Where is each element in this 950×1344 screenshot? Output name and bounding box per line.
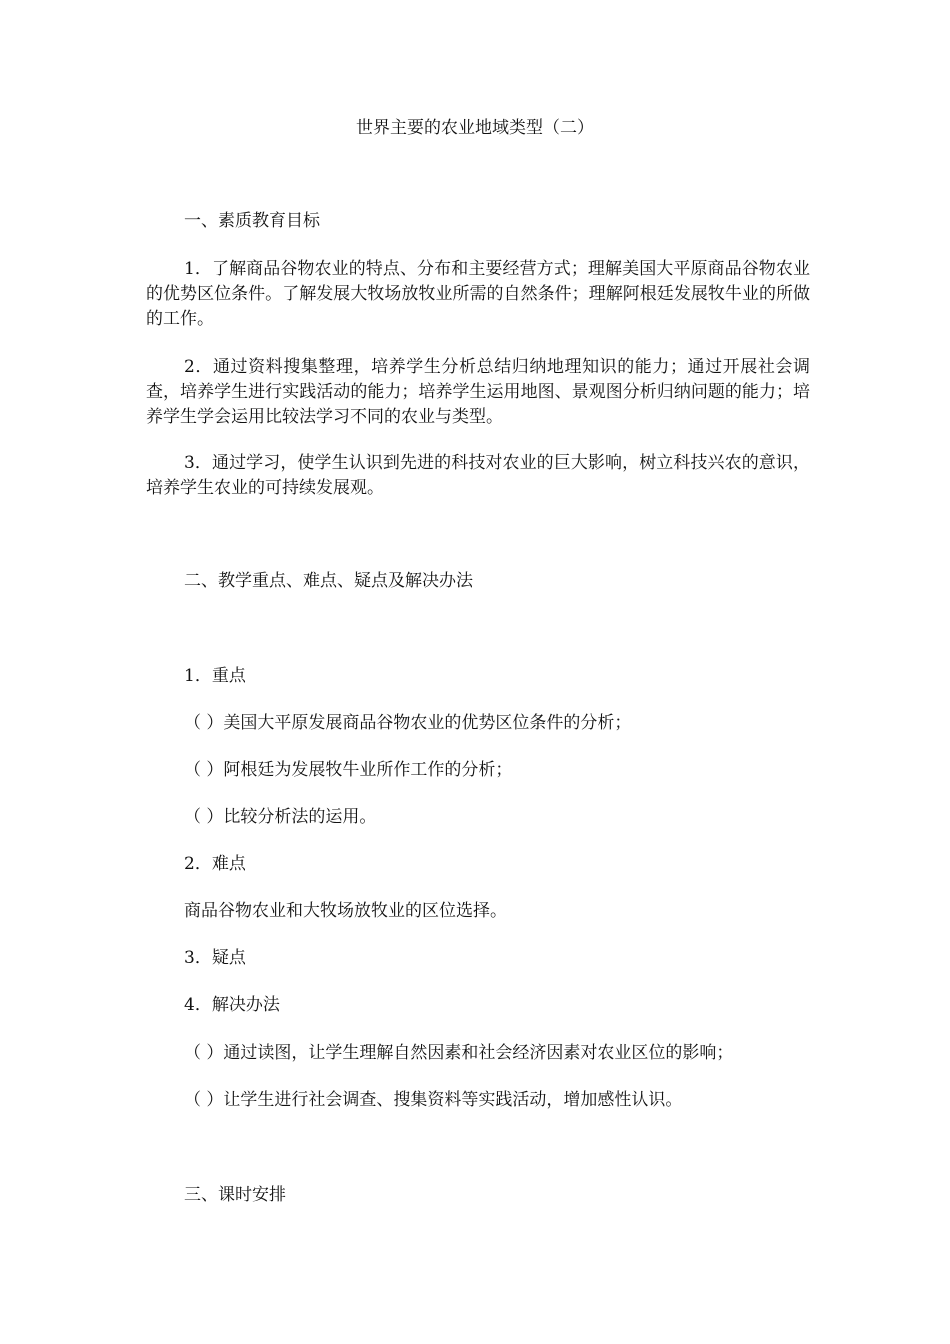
solution-item-2: （ ）让学生进行社会调查、搜集资料等实践活动，增加感性认识。	[184, 1090, 683, 1110]
goal-paragraph-2: 2．通过资料搜集整理，培养学生分析总结归纳地理知识的能力；通过开展社会调查，培养学生进行实践活动的能力；培养学生运用地图、景观图分析归纳问题的能力；培养学生学会运用比较法学习不同的农业与类型。	[146, 357, 810, 427]
key-point-item-1: （ ）美国大平原发展商品谷物农业的优势区位条件的分析；	[184, 713, 632, 733]
solution-item-1: （ ）通过读图，让学生理解自然因素和社会经济因素对农业区位的影响；	[184, 1043, 734, 1063]
key-points-label: 1．重点	[184, 666, 246, 686]
key-point-item-2: （ ）阿根廷为发展牧牛业所作工作的分析；	[184, 760, 513, 780]
doubt-label: 3．疑点	[184, 948, 246, 968]
section-heading-schedule: 三、课时安排	[184, 1185, 286, 1205]
section-heading-keypoints: 二、教学重点、难点、疑点及解决办法	[184, 571, 473, 591]
goal-paragraph-3: 3．通过学习，使学生认识到先进的科技对农业的巨大影响，树立科技兴农的意识，培养学生农业的可持续发展观。	[146, 453, 810, 498]
document-title: 世界主要的农业地域类型（二）	[356, 118, 594, 138]
section-heading-goals: 一、素质教育目标	[184, 211, 320, 231]
solution-label: 4．解决办法	[184, 995, 280, 1015]
difficulty-label: 2．难点	[184, 854, 246, 874]
key-point-item-3: （ ）比较分析法的运用。	[184, 807, 377, 827]
goal-paragraph-1: 1．了解商品谷物农业的特点、分布和主要经营方式；理解美国大平原商品谷物农业的优势区位条件。了解发展大牧场放牧业所需的自然条件；理解阿根廷发展牧牛业的所做的工作。	[146, 259, 810, 329]
difficulty-text: 商品谷物农业和大牧场放牧业的区位选择。	[184, 901, 507, 921]
